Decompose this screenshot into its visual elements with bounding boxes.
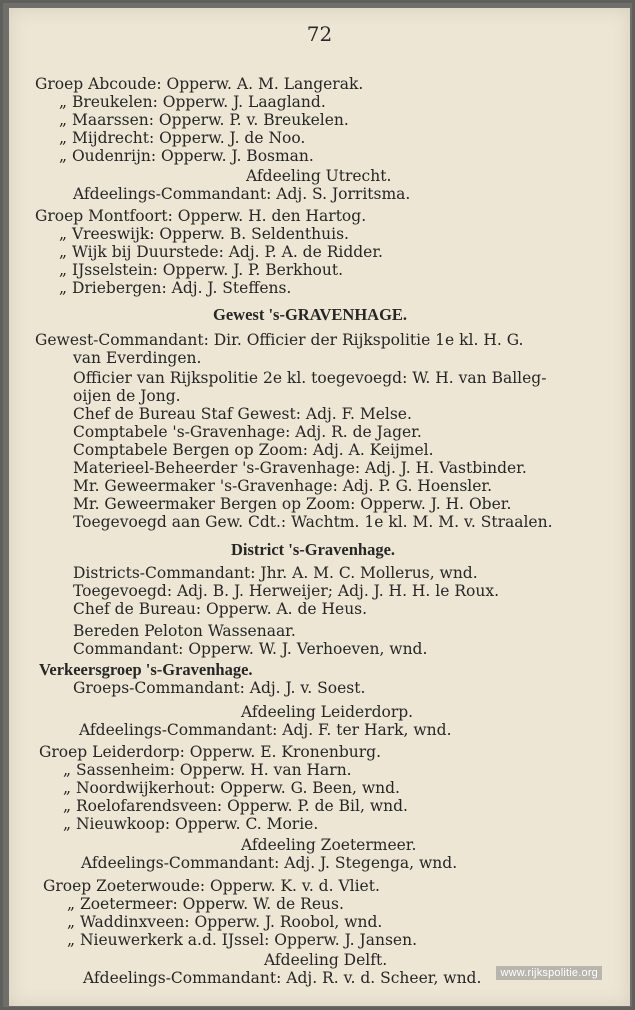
text-line: oijen de Jong.: [73, 387, 181, 405]
text-line: Chef de Bureau Staf Gewest: Adj. F. Melse.: [73, 405, 412, 423]
text-line: „ Nieuwkoop: Opperw. C. Morie.: [63, 815, 319, 833]
section-heading: District 's-Gravenhage.: [231, 540, 396, 559]
text-line: Chef de Bureau: Opperw. A. de Heus.: [73, 600, 368, 618]
text-line: „ Driebergen: Adj. J. Steffens.: [59, 279, 292, 297]
text-line: Groep Montfoort: Opperw. H. den Hartog.: [35, 207, 367, 225]
text-line: Districts-Commandant: Jhr. A. M. C. Mollerus, wnd.: [73, 564, 478, 582]
text-line: „ IJsselstein: Opperw. J. P. Berkhout.: [59, 261, 344, 279]
text-line: Bereden Peloton Wassenaar.: [73, 622, 296, 640]
section-heading: Afdeeling Leiderdorp.: [241, 703, 414, 721]
text-line: Afdeelings-Commandant: Adj. R. v. d. Scheer, wnd.: [83, 969, 482, 987]
section-heading: Verkeersgroep 's-Gravenhage.: [39, 660, 253, 679]
text-line: „ Maarssen: Opperw. P. v. Breukelen.: [59, 111, 349, 129]
watermark: www.rijkspolitie.org: [496, 966, 602, 980]
text-line: Commandant: Opperw. W. J. Verhoeven, wnd.: [73, 640, 428, 658]
text-line: „ Vreeswijk: Opperw. B. Seldenthuis.: [59, 225, 349, 243]
text-line: Gewest-Commandant: Dir. Officier der Rijkspolitie 1e kl. H. G.: [35, 331, 524, 349]
text-line: Groeps-Commandant: Adj. J. v. Soest.: [73, 679, 366, 697]
text-line: Toegevoegd aan Gew. Cdt.: Wachtm. 1e kl. M. M. v. Straalen.: [73, 513, 553, 531]
text-line: Mr. Geweermaker 's-Gravenhage: Adj. P. G. Hoensler.: [73, 477, 493, 495]
section-heading: Gewest 's-GRAVENHAGE.: [213, 305, 408, 324]
text-line: „ Mijdrecht: Opperw. J. de Noo.: [59, 129, 306, 147]
text-line: Materieel-Beheerder 's-Gravenhage: Adj. J. H. Vastbinder.: [73, 459, 527, 477]
text-line: „ Waddinxveen: Opperw. J. Roobol, wnd.: [67, 913, 383, 931]
text-line: „ Noordwijkerhout: Opperw. G. Been, wnd.: [63, 779, 400, 797]
text-line: „ Zoetermeer: Opperw. W. de Reus.: [67, 895, 344, 913]
text-line: Groep Leiderdorp: Opperw. E. Kronenburg.: [39, 743, 382, 761]
text-line: Groep Zoeterwoude: Opperw. K. v. d. Vliet.: [43, 877, 380, 895]
section-heading: Afdeeling Utrecht.: [246, 167, 392, 185]
text-line: Afdeelings-Commandant: Adj. S. Jorritsma.: [73, 185, 411, 203]
text-line: Mr. Geweermaker Bergen op Zoom: Opperw. J. H. Ober.: [73, 495, 512, 513]
text-line: Groep Abcoude: Opperw. A. M. Langerak.: [35, 75, 364, 93]
text-line: „ Oudenrijn: Opperw. J. Bosman.: [59, 147, 314, 165]
text-line: Afdeelings-Commandant: Adj. J. Stegenga, wnd.: [81, 854, 458, 872]
document-page: [9, 8, 630, 1006]
text-line: Afdeelings-Commandant: Adj. F. ter Hark, wnd.: [79, 721, 452, 739]
text-line: „ Nieuwerkerk a.d. IJssel: Opperw. J. Jansen.: [67, 931, 417, 949]
text-line: „ Sassenheim: Opperw. H. van Harn.: [63, 761, 352, 779]
section-heading: Afdeeling Zoetermeer.: [241, 836, 417, 854]
text-line: van Everdingen.: [73, 349, 202, 367]
section-heading: Afdeeling Delft.: [264, 951, 388, 969]
text-line: „ Roelofarendsveen: Opperw. P. de Bil, wnd.: [63, 797, 408, 815]
text-line: Toegevoegd: Adj. B. J. Herweijer; Adj. J. H. H. le Roux.: [73, 582, 500, 600]
text-line: „ Wijk bij Duurstede: Adj. P. A. de Ridder.: [59, 243, 383, 261]
text-line: Comptabele 's-Gravenhage: Adj. R. de Jager.: [73, 423, 422, 441]
text-line: „ Breukelen: Opperw. J. Laagland.: [59, 93, 326, 111]
page-number: 72: [306, 22, 333, 46]
text-line: Officier van Rijkspolitie 2e kl. toegevoegd: W. H. van Balleg-: [73, 369, 547, 387]
text-line: Comptabele Bergen op Zoom: Adj. A. Keijmel.: [73, 441, 434, 459]
